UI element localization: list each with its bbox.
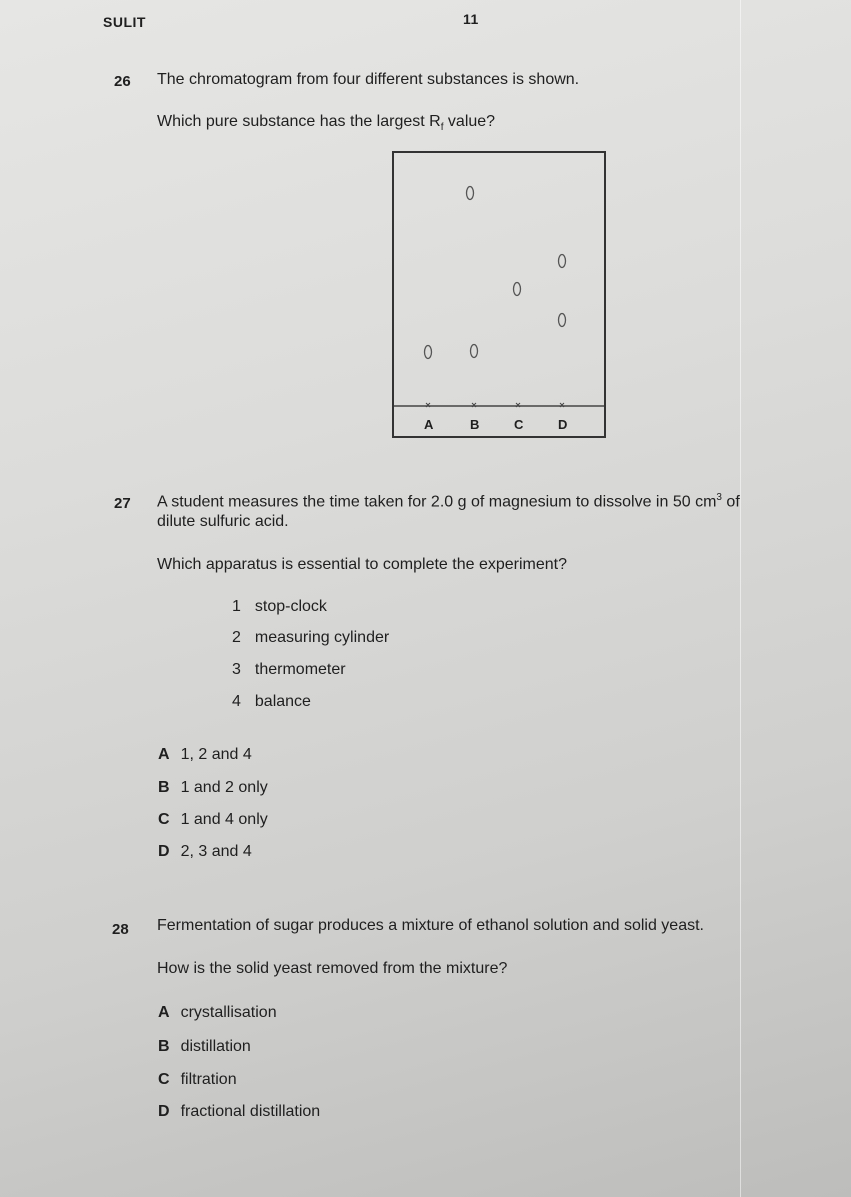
spot-b-lower	[471, 345, 478, 358]
q27-item: 3 thermometer	[232, 661, 346, 678]
q28-option-c[interactable]: C filtration	[158, 1071, 237, 1088]
spot-d-upper	[559, 255, 566, 268]
q27-option-b[interactable]: B 1 and 2 only	[158, 779, 268, 796]
q27-option-d[interactable]: D 2, 3 and 4	[158, 843, 252, 860]
lane-label-c: C	[514, 417, 524, 432]
chromatogram-diagram	[392, 151, 606, 438]
q27-option-a[interactable]: A 1, 2 and 4	[158, 746, 252, 763]
header-label: SULIT	[103, 14, 146, 30]
spot-c	[514, 283, 521, 296]
spot-d-lower	[559, 314, 566, 327]
page-number: 11	[463, 11, 479, 27]
q27-item: 4 balance	[232, 693, 311, 710]
q27-question: Which apparatus is essential to complete the experiment?	[157, 556, 567, 573]
q28-stem: Fermentation of sugar produces a mixture of ethanol solution and solid yeast.	[157, 917, 704, 934]
q27-item: 1 stop-clock	[232, 598, 327, 615]
q27-item: 2 measuring cylinder	[232, 629, 390, 646]
q27-stem-line2: dilute sulfuric acid.	[157, 513, 289, 530]
q28-option-d[interactable]: D fractional distillation	[158, 1103, 321, 1120]
q28-question: How is the solid yeast removed from the mixture?	[157, 960, 508, 977]
q27-stem-line1: A student measures the time taken for 2.0 g of magnesium to dissolve in 50 $cm^3$ of	[157, 492, 740, 511]
q27-option-c[interactable]: C 1 and 4 only	[158, 811, 268, 828]
q28-option-a[interactable]: A crystallisation	[158, 1004, 277, 1021]
paper-fold	[740, 0, 741, 1197]
lane-label-b: B	[470, 417, 480, 432]
spot-b-upper	[467, 187, 474, 200]
q26-question: Which pure substance has the largest $R_f$ value?	[157, 113, 496, 134]
q28-option-b[interactable]: B distillation	[158, 1038, 251, 1055]
q27-number: 27	[114, 495, 131, 512]
lane-label-d: D	[558, 417, 568, 432]
lane-label-a: A	[424, 417, 434, 432]
q28-number: 28	[112, 921, 129, 938]
q26-number: 26	[114, 73, 131, 90]
spot-a	[425, 346, 432, 359]
q26-stem: The chromatogram from four different substances is shown.	[157, 71, 580, 88]
